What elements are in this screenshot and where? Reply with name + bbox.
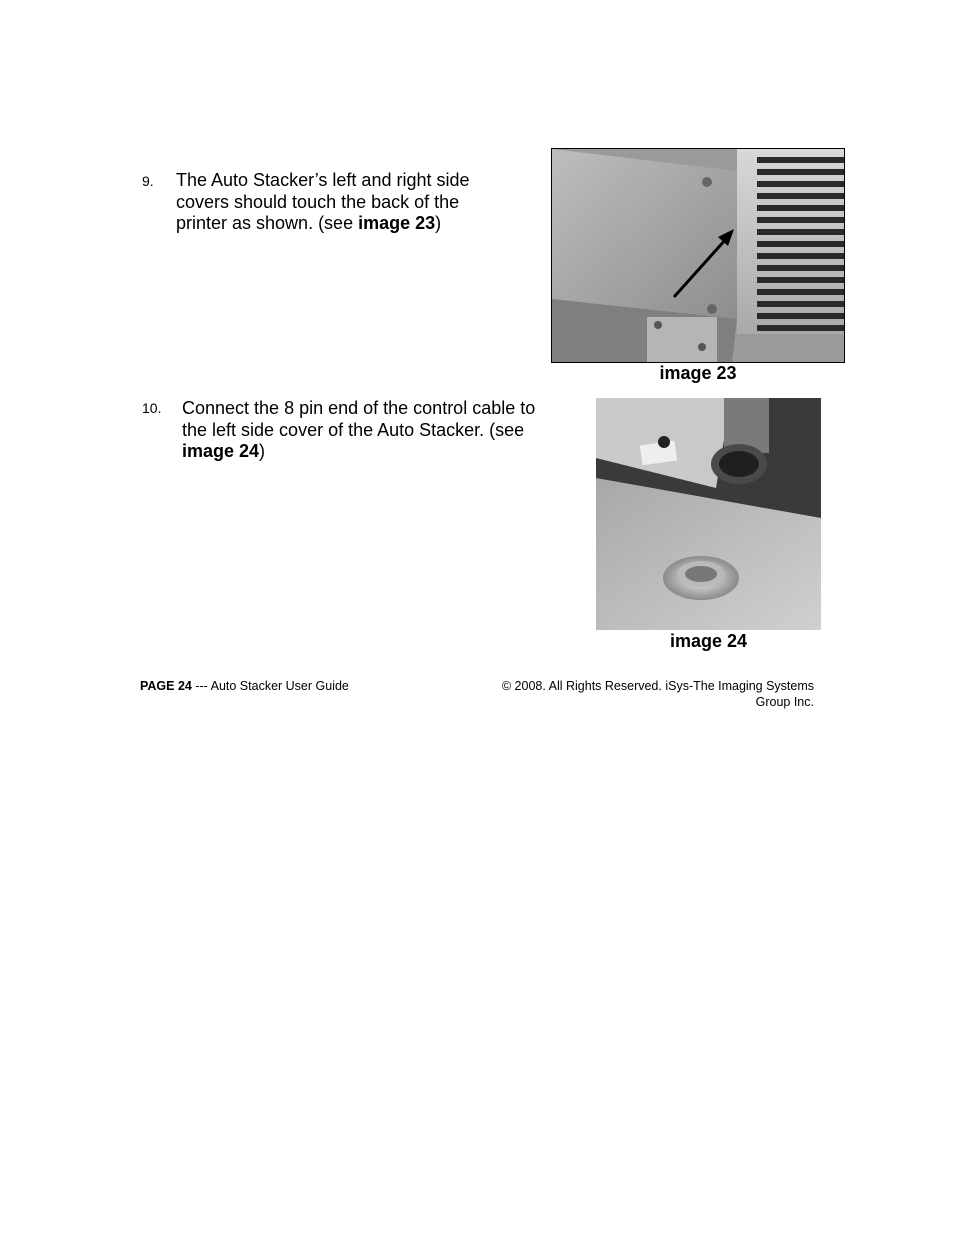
image-23-photo — [551, 148, 845, 363]
image-23-graphic — [552, 149, 844, 362]
step-10-text-before: Connect the 8 pin end of the control cable to the left side cover of the Auto Stacker. (see — [182, 398, 536, 440]
step-10-text-after: ) — [259, 441, 266, 461]
step-9-text-after: ) — [435, 213, 442, 233]
image-24-graphic — [596, 398, 821, 630]
step-9-text-before: The Auto Stacker’s left and right side covers should touch the back of the printer as shown. (see — [176, 170, 470, 233]
step-10-text — [182, 398, 542, 463]
footer-copyright — [474, 678, 814, 710]
image-24-photo — [596, 398, 821, 630]
step-9-text — [176, 170, 506, 235]
step-9-number: 9. — [142, 173, 154, 189]
footer-page-label — [140, 678, 349, 694]
footer-copyright-line-2: Group Inc. — [755, 695, 814, 709]
step-10-image-ref: image 24 — [182, 441, 260, 461]
step-10-number: 10. — [142, 400, 162, 416]
image-23-caption: image 23 — [659, 363, 737, 383]
footer-page-number: PAGE 24 — [140, 679, 192, 693]
step-9-image-ref: image 23 — [358, 213, 436, 233]
footer-copyright-line-1: © 2008. All Rights Reserved. iSys-The Imaging Systems — [501, 679, 814, 693]
image-24-caption: image 24 — [669, 631, 748, 651]
footer-guide-title: --- Auto Stacker User Guide — [191, 679, 349, 693]
